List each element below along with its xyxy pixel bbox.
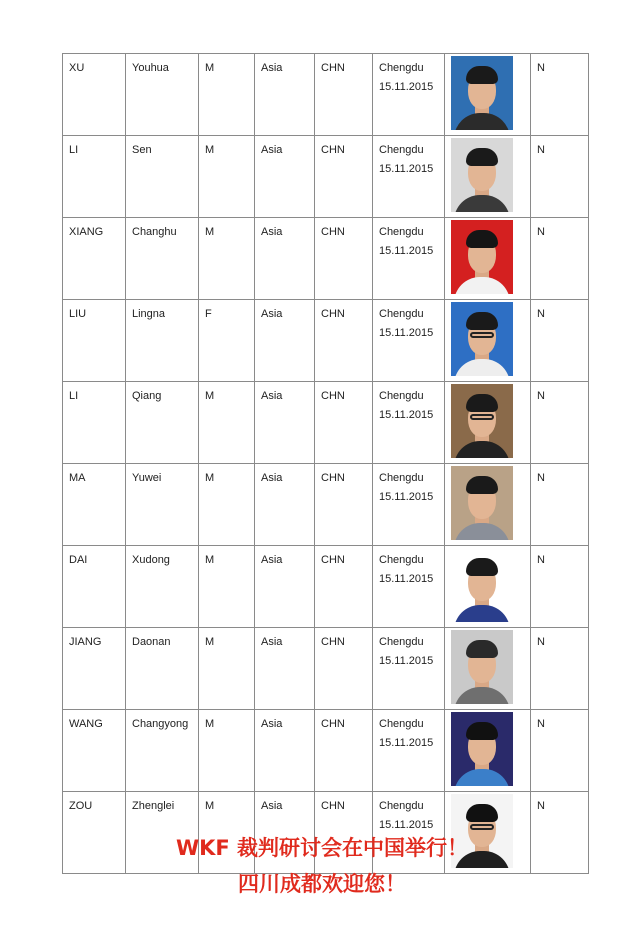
table-row (63, 628, 589, 710)
sex-cell: F (199, 300, 255, 382)
seminar-date: 15.11.2015 (379, 573, 434, 585)
country-cell: CHN (315, 792, 373, 874)
given-name-cell: Sen (126, 136, 199, 218)
footer-headline: WKF 裁判研讨会在中国举行！ (175, 836, 469, 860)
seminar-date: 15.11.2015 (379, 327, 434, 339)
status-flag-cell: N (531, 382, 589, 464)
continent-cell: Asia (255, 300, 315, 382)
venue-date-cell (373, 300, 445, 382)
surname-cell: JIANG (63, 628, 126, 710)
surname-cell: MA (63, 464, 126, 546)
given-name-cell: Qiang (126, 382, 199, 464)
venue-city: Chengdu (379, 226, 424, 238)
venue-date-cell (373, 628, 445, 710)
venue-city: Chengdu (379, 144, 424, 156)
continent-cell: Asia (255, 792, 315, 874)
continent-cell: Asia (255, 464, 315, 546)
photo-cell (445, 300, 531, 382)
sex-cell: M (199, 464, 255, 546)
seminar-date: 15.11.2015 (379, 409, 434, 421)
sex-cell: M (199, 792, 255, 874)
status-flag-cell: N (531, 464, 589, 546)
venue-date-cell (373, 546, 445, 628)
venue-city: Chengdu (379, 800, 424, 812)
photo-cell (445, 710, 531, 792)
referee-table (62, 53, 589, 874)
surname-cell: LI (63, 136, 126, 218)
given-name-cell: Zhenglei (126, 792, 199, 874)
portrait-photo (451, 138, 513, 212)
continent-cell: Asia (255, 218, 315, 300)
table-row (63, 218, 589, 300)
table-body (63, 54, 589, 874)
surname-cell: XIANG (63, 218, 126, 300)
photo-cell (445, 628, 531, 710)
photo-cell (445, 464, 531, 546)
venue-city: Chengdu (379, 62, 424, 74)
sex-cell: M (199, 710, 255, 792)
continent-cell: Asia (255, 628, 315, 710)
continent-cell: Asia (255, 382, 315, 464)
table-row (63, 546, 589, 628)
status-flag-cell: N (531, 136, 589, 218)
given-name-cell: Daonan (126, 628, 199, 710)
venue-city: Chengdu (379, 308, 424, 320)
photo-cell (445, 54, 531, 136)
surname-cell: ZOU (63, 792, 126, 874)
venue-city: Chengdu (379, 554, 424, 566)
portrait-photo (451, 712, 513, 786)
continent-cell: Asia (255, 710, 315, 792)
country-cell: CHN (315, 464, 373, 546)
table-row (63, 710, 589, 792)
venue-city: Chengdu (379, 636, 424, 648)
venue-city: Chengdu (379, 472, 424, 484)
table-row (63, 382, 589, 464)
surname-cell: XU (63, 54, 126, 136)
surname-cell: LIU (63, 300, 126, 382)
given-name-cell: Yuwei (126, 464, 199, 546)
venue-date-cell (373, 710, 445, 792)
country-cell: CHN (315, 710, 373, 792)
portrait-photo (451, 302, 513, 376)
portrait-photo (451, 630, 513, 704)
footer-welcome: 四川成都欢迎您！ (238, 872, 406, 896)
status-flag-cell: N (531, 218, 589, 300)
seminar-date: 15.11.2015 (379, 81, 434, 93)
sex-cell: M (199, 54, 255, 136)
status-flag-cell: N (531, 792, 589, 874)
sex-cell: M (199, 628, 255, 710)
country-cell: CHN (315, 54, 373, 136)
given-name-cell: Lingna (126, 300, 199, 382)
portrait-photo (451, 466, 513, 540)
country-cell: CHN (315, 300, 373, 382)
table-row (63, 136, 589, 218)
continent-cell: Asia (255, 546, 315, 628)
status-flag-cell: N (531, 710, 589, 792)
table-row (63, 300, 589, 382)
continent-cell: Asia (255, 54, 315, 136)
venue-date-cell (373, 382, 445, 464)
table-row (63, 464, 589, 546)
photo-cell (445, 218, 531, 300)
status-flag-cell: N (531, 54, 589, 136)
status-flag-cell: N (531, 628, 589, 710)
venue-date-cell (373, 464, 445, 546)
seminar-date: 15.11.2015 (379, 491, 434, 503)
photo-cell (445, 546, 531, 628)
country-cell: CHN (315, 136, 373, 218)
sex-cell: M (199, 382, 255, 464)
sex-cell: M (199, 136, 255, 218)
venue-city: Chengdu (379, 718, 424, 730)
venue-city: Chengdu (379, 390, 424, 402)
venue-date-cell (373, 136, 445, 218)
given-name-cell: Youhua (126, 54, 199, 136)
seminar-date: 15.11.2015 (379, 655, 434, 667)
country-cell: CHN (315, 218, 373, 300)
seminar-date: 15.11.2015 (379, 737, 434, 749)
seminar-date: 15.11.2015 (379, 819, 434, 831)
country-cell: CHN (315, 382, 373, 464)
portrait-photo (451, 56, 513, 130)
sex-cell: M (199, 546, 255, 628)
given-name-cell: Changyong (126, 710, 199, 792)
portrait-photo (451, 220, 513, 294)
surname-cell: LI (63, 382, 126, 464)
seminar-date: 15.11.2015 (379, 163, 434, 175)
status-flag-cell: N (531, 300, 589, 382)
continent-cell: Asia (255, 136, 315, 218)
venue-date-cell (373, 54, 445, 136)
portrait-photo (451, 548, 513, 622)
given-name-cell: Changhu (126, 218, 199, 300)
country-cell: CHN (315, 628, 373, 710)
sex-cell: M (199, 218, 255, 300)
photo-cell (445, 136, 531, 218)
status-flag-cell: N (531, 546, 589, 628)
table-row (63, 54, 589, 136)
seminar-date: 15.11.2015 (379, 245, 434, 257)
photo-cell (445, 382, 531, 464)
venue-date-cell (373, 218, 445, 300)
surname-cell: WANG (63, 710, 126, 792)
surname-cell: DAI (63, 546, 126, 628)
given-name-cell: Xudong (126, 546, 199, 628)
country-cell: CHN (315, 546, 373, 628)
portrait-photo (451, 384, 513, 458)
